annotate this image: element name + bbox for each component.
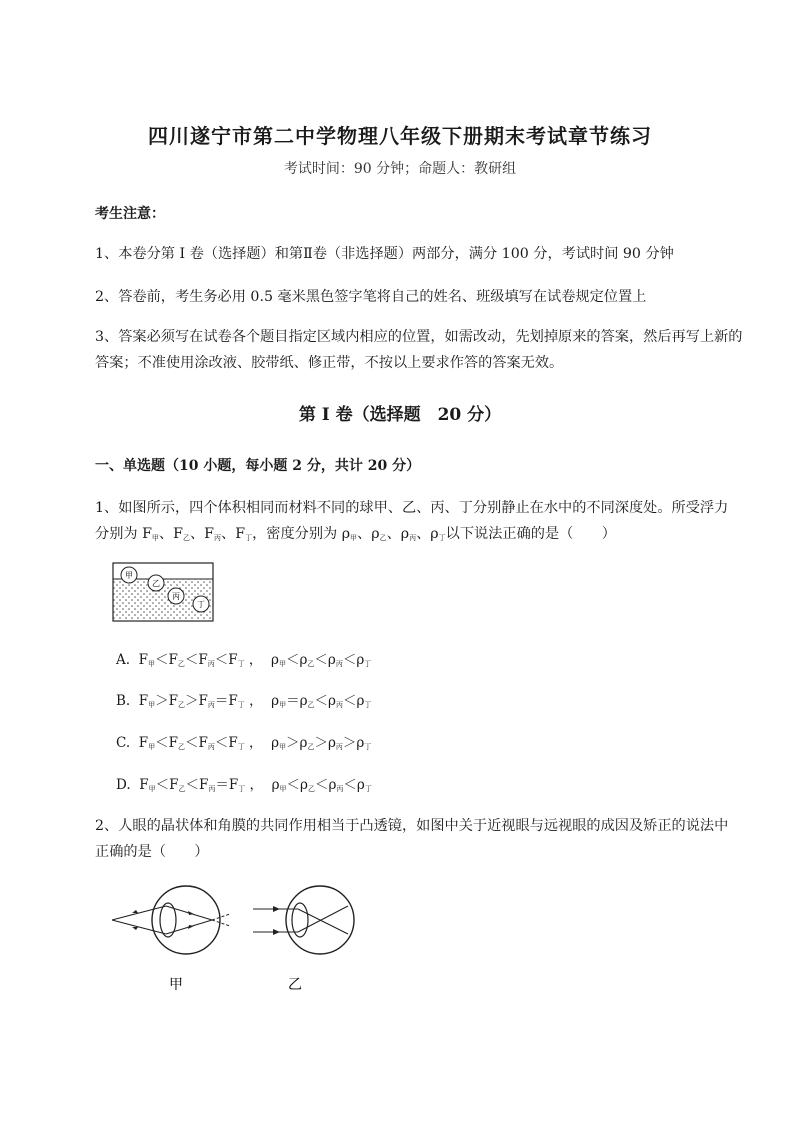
section-title: 第 I 卷（选择题 20 分） bbox=[298, 405, 502, 425]
q1-option-a[interactable]: A. $F_甲<F_乙<F_丙<F_丁$ ， $\rho_甲<\rho_乙<\rho_丙<\rho_丁$ bbox=[116, 652, 372, 668]
q1-option-b[interactable]: B. $F_甲>F_乙>F_丙=F_丁$ ， $\rho_甲=\rho_乙<\rho_丙<\rho_丁$ bbox=[116, 693, 372, 709]
figure-label-jia: 甲 bbox=[125, 571, 133, 580]
figure-label-ding: 丁 bbox=[197, 600, 205, 609]
q2-stem-line2: 正确的是（ ） bbox=[95, 844, 209, 860]
q1-stem-line2: 分别为 $F_甲$、$F_乙$、$F_丙$、$F_丁$，密度分别为 $\rho_甲$、$\rho_乙$、$\rho_丙$、$\rho_丁$以下说法正确的是（ ） bbox=[95, 526, 616, 542]
q1-figure-balls-in-water bbox=[112, 562, 214, 622]
question-group-heading: 一、单选题（10 小题，每小题 2 分，共计 20 分） bbox=[95, 458, 421, 474]
figure-label-jia: 甲 bbox=[169, 977, 183, 993]
q2-figure-eyes bbox=[108, 870, 358, 1000]
figure-label-yi: 乙 bbox=[152, 579, 160, 588]
figure-label-yi: 乙 bbox=[288, 977, 302, 993]
q1-option-d[interactable]: D. $F_甲<F_乙<F_丙=F_丁$ ， $\rho_甲<\rho_乙<\rho_丙<\rho_丁$ bbox=[116, 777, 372, 793]
figure-label-bing: 丙 bbox=[172, 592, 180, 601]
notice-heading: 考生注意： bbox=[95, 206, 165, 222]
exam-info: 考试时间：90 分钟；命题人：教研组 bbox=[283, 161, 517, 177]
eye-diagram-yi bbox=[253, 886, 354, 954]
q1-option-c[interactable]: C. $F_甲<F_乙<F_丙<F_丁$ ， $\rho_甲>\rho_乙>\rho_丙>\rho_丁$ bbox=[116, 735, 372, 751]
q2-stem-line1: 2、人眼的晶状体和角膜的共同作用相当于凸透镜，如图中关于近视眼与远视眼的成因及矫正的说法中 bbox=[95, 818, 729, 834]
notice-item-2: 2、答卷前，考生务必用 0.5 毫米黑色签字笔将自己的姓名、班级填写在试卷规定位置上 bbox=[95, 289, 647, 305]
notice-item-1: 1、本卷分第 I 卷（选择题）和第Ⅱ卷（非选择题）两部分，满分 100 分，考试时间 90 分钟 bbox=[95, 246, 674, 262]
q1-stem-line1: 1、如图所示，四个体积相同而材料不同的球甲、乙、丙、丁分别静止在水中的不同深度处。所受浮力 bbox=[95, 500, 729, 516]
page-title: 四川遂宁市第二中学物理八年级下册期末考试章节练习 bbox=[148, 124, 652, 148]
notice-item-3: 3、答案必须写在试卷各个题目指定区域内相应的位置，如需改动，先划掉原来的答案，然后再写上新的答案；不准使用涂改液、胶带纸、修正带，不按以上要求作答的答案无效。 bbox=[95, 329, 743, 371]
eye-diagram-jia bbox=[112, 886, 230, 954]
